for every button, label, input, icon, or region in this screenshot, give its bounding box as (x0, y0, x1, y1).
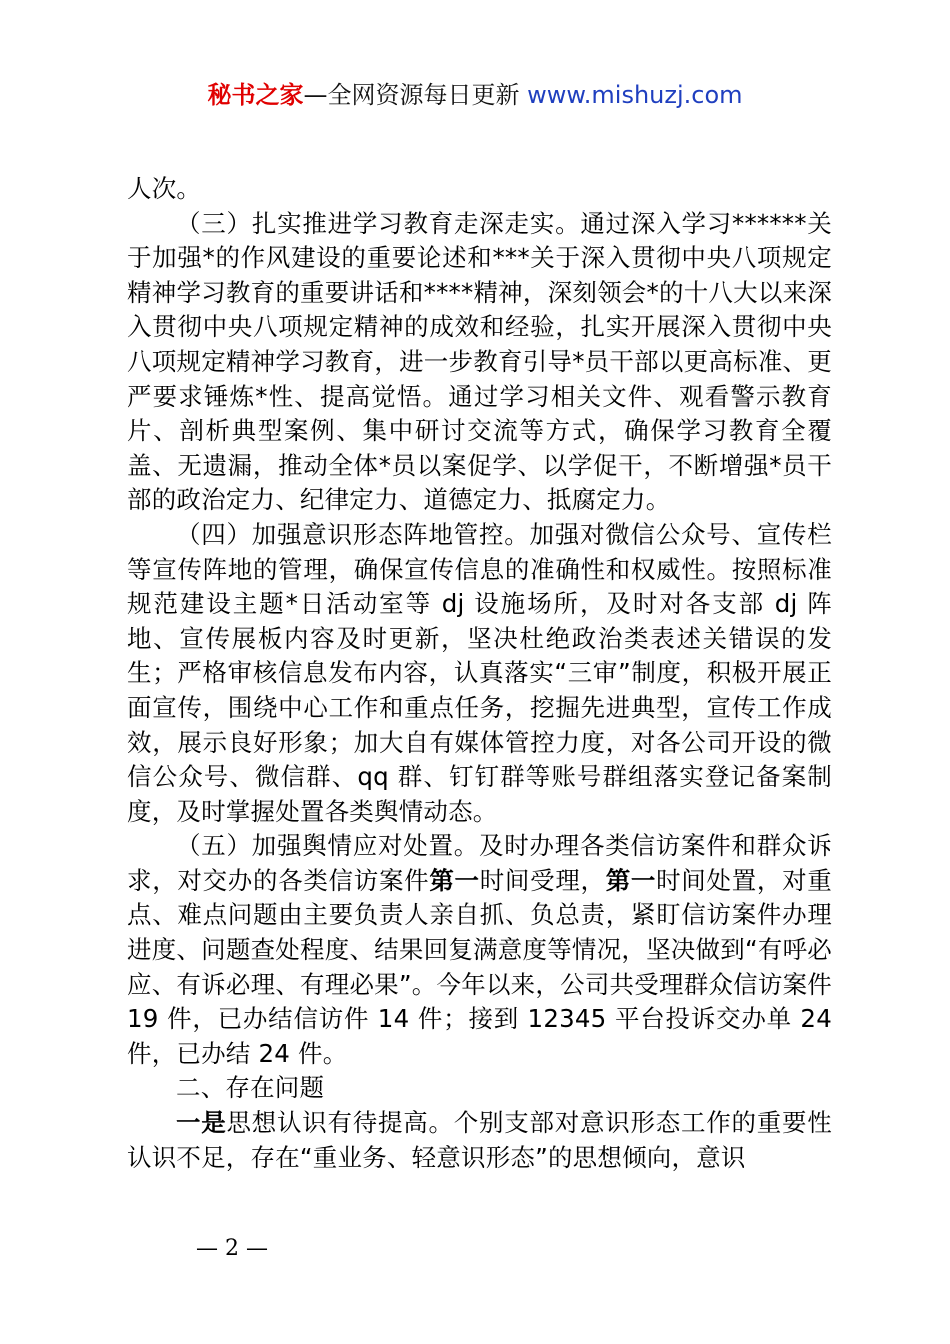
bold-emphasis: 第一 (605, 865, 657, 895)
paragraph-text: 人次。 (127, 174, 202, 203)
paragraph-text: 二、存在问题 (176, 1073, 325, 1103)
paragraph-text: （五）加强舆情应对处置。及时办理各类信访案件和群众诉求，对交办的各类信访案件 (127, 831, 832, 895)
bold-emphasis: 第一 (429, 865, 480, 895)
bold-emphasis: 一是 (176, 1108, 227, 1138)
banner-url[interactable]: www.mishuzj.com (527, 81, 743, 109)
body-paragraph (127, 829, 832, 1071)
paragraph-text: 时间处置，对重点、难点问题由主要负责人亲自抓、负总责，紧盯信访案件办理进度、问题查处程度、结果回复满意度等情况，坚决做到“有呼必应、有诉必理、有理必果”。今年以来，公司共受理群众信访案件 19 件，已办结信访件 14 件；接到 12345 平台投诉交办单 24 件，已办结 24 件。 (127, 865, 832, 1068)
banner-brand: 秘书之家 (207, 81, 304, 109)
paragraph-text: （四）加强意识形态阵地管控。加强对微信公众号、宣传栏等宣传阵地的管理，确保宣传信息的准确性和权威性。按照标准规范建设主题*日活动室等 dj 设施场所，及时对各支部 dj 阵地、宣传展板内容及时更新，坚决杜绝政治类表述关错误的发生；严格审核信息发布内容，认真落实“三审”制度，积极开展正面宣传，围绕中心工作和重点任务，挖掘先进典型，宣传工作成效，展示良好形象；加大自有媒体管控力度，对各公司开设的微信公众号、微信群、qq 群、钉钉群等账号群组落实登记备案制度，及时掌握处置各类舆情动态。 (127, 519, 832, 826)
body-paragraph (127, 1071, 832, 1106)
body-paragraph (127, 518, 832, 829)
document-body (127, 172, 832, 1175)
body-paragraph (127, 172, 832, 207)
paragraph-text: 时间受理， (479, 865, 606, 895)
banner-tagline: —全网资源每日更新 (303, 81, 520, 109)
paragraph-text: 思想认识有待提高。个别支部对意识形态工作的重要性认识不足，存在“重业务、轻意识形态”的思想倾向，意识 (127, 1108, 832, 1172)
paragraph-text: （三）扎实推进学习教育走深走实。通过深入学习******关于加强*的作风建设的重要论述和***关于深入贯彻中央八项规定精神学习教育的重要讲话和****精神，深刻领会*的十八大以来深入贯彻中央八项规定精神的成效和经验，扎实开展深入贯彻中央八项规定精神学习教育，进一步教育引导*员干部以更高标准、更严要求锤炼*性、提高觉悟。通过学习相关文件、观看警示教育片、剖析典型案例、集中研讨交流等方式，确保学习教育全覆盖、无遗漏，推动全体*员以案促学、以学促干，不断增强*员干部的政治定力、纪律定力、道德定力、抵腐定力。 (127, 208, 832, 515)
body-paragraph (127, 1106, 832, 1175)
site-banner (0, 78, 950, 112)
page-number: — 2 — (196, 1236, 268, 1261)
body-paragraph (127, 207, 832, 518)
